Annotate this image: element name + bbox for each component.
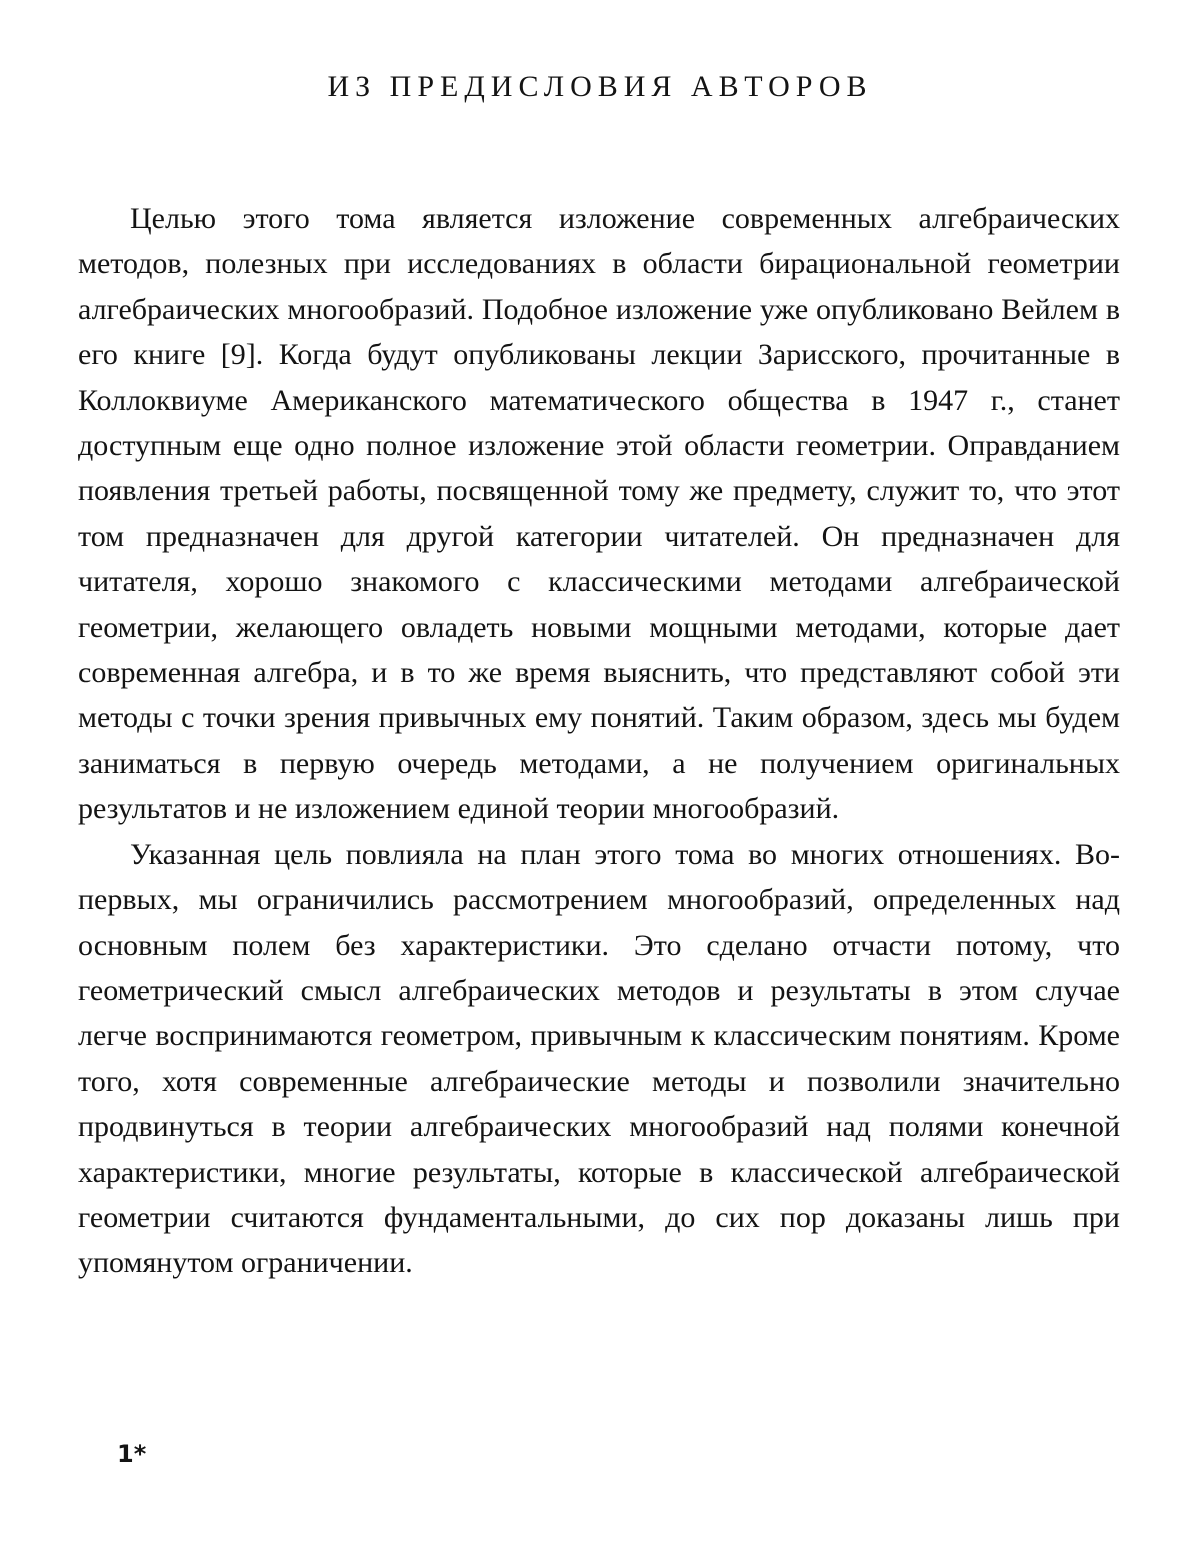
signature-mark: 1* xyxy=(117,1440,147,1468)
paragraph-1: Целью этого тома является изложение современных алгебраических методов, полезных при исследованиях в области бирациональной геометрии алгебраических многообразий. Подобное изложение уже опубликовано Вейлем в его книге [9]. Когда будут опубликованы лекции Зарисского, прочитанные в Коллоквиуме Американского математического общества в 1947 г., станет доступным еще одно полное изложение этой области геометрии. Оправданием появления третьей работы, посвященной тому же предмету, служит то, что этот том предназначен для другой категории читателей. Он предназначен для читателя, хорошо знакомого с классическими методами алгебраической геометрии, желающего овладеть новыми мощными методами, которые дает современная алгебра, и в то же время выяснить, что представляют собой эти методы с точки зрения привычных ему понятий. Таким образом, здесь мы будем заниматься в первую очередь методами, а не получением оригинальных результатов и не изложением единой теории многообразий. xyxy=(78,202,1120,826)
section-heading: ИЗ ПРЕДИСЛОВИЯ АВТОРОВ xyxy=(327,70,873,103)
paragraph-2: Указанная цель повлияла на план этого тома во многих отношениях. Во-первых, мы ограничились рассмотрением многообразий, определенных над основным полем без характеристики. Это сделано отчасти потому, что геометрический смысл алгебраических методов и результаты в этом случае легче воспринимаются геометром, привычным к классическим понятиям. Кроме того, хотя современные алгебраические методы и позволили значительно продвинуться в теории алгебраических многообразий над полями конечной характеристики, многие результаты, которые в классической алгебраической геометрии считаются фундаментальными, до сих пор доказаны лишь при упомянутом ограничении. xyxy=(78,837,1120,1280)
body-text xyxy=(78,196,1120,1286)
